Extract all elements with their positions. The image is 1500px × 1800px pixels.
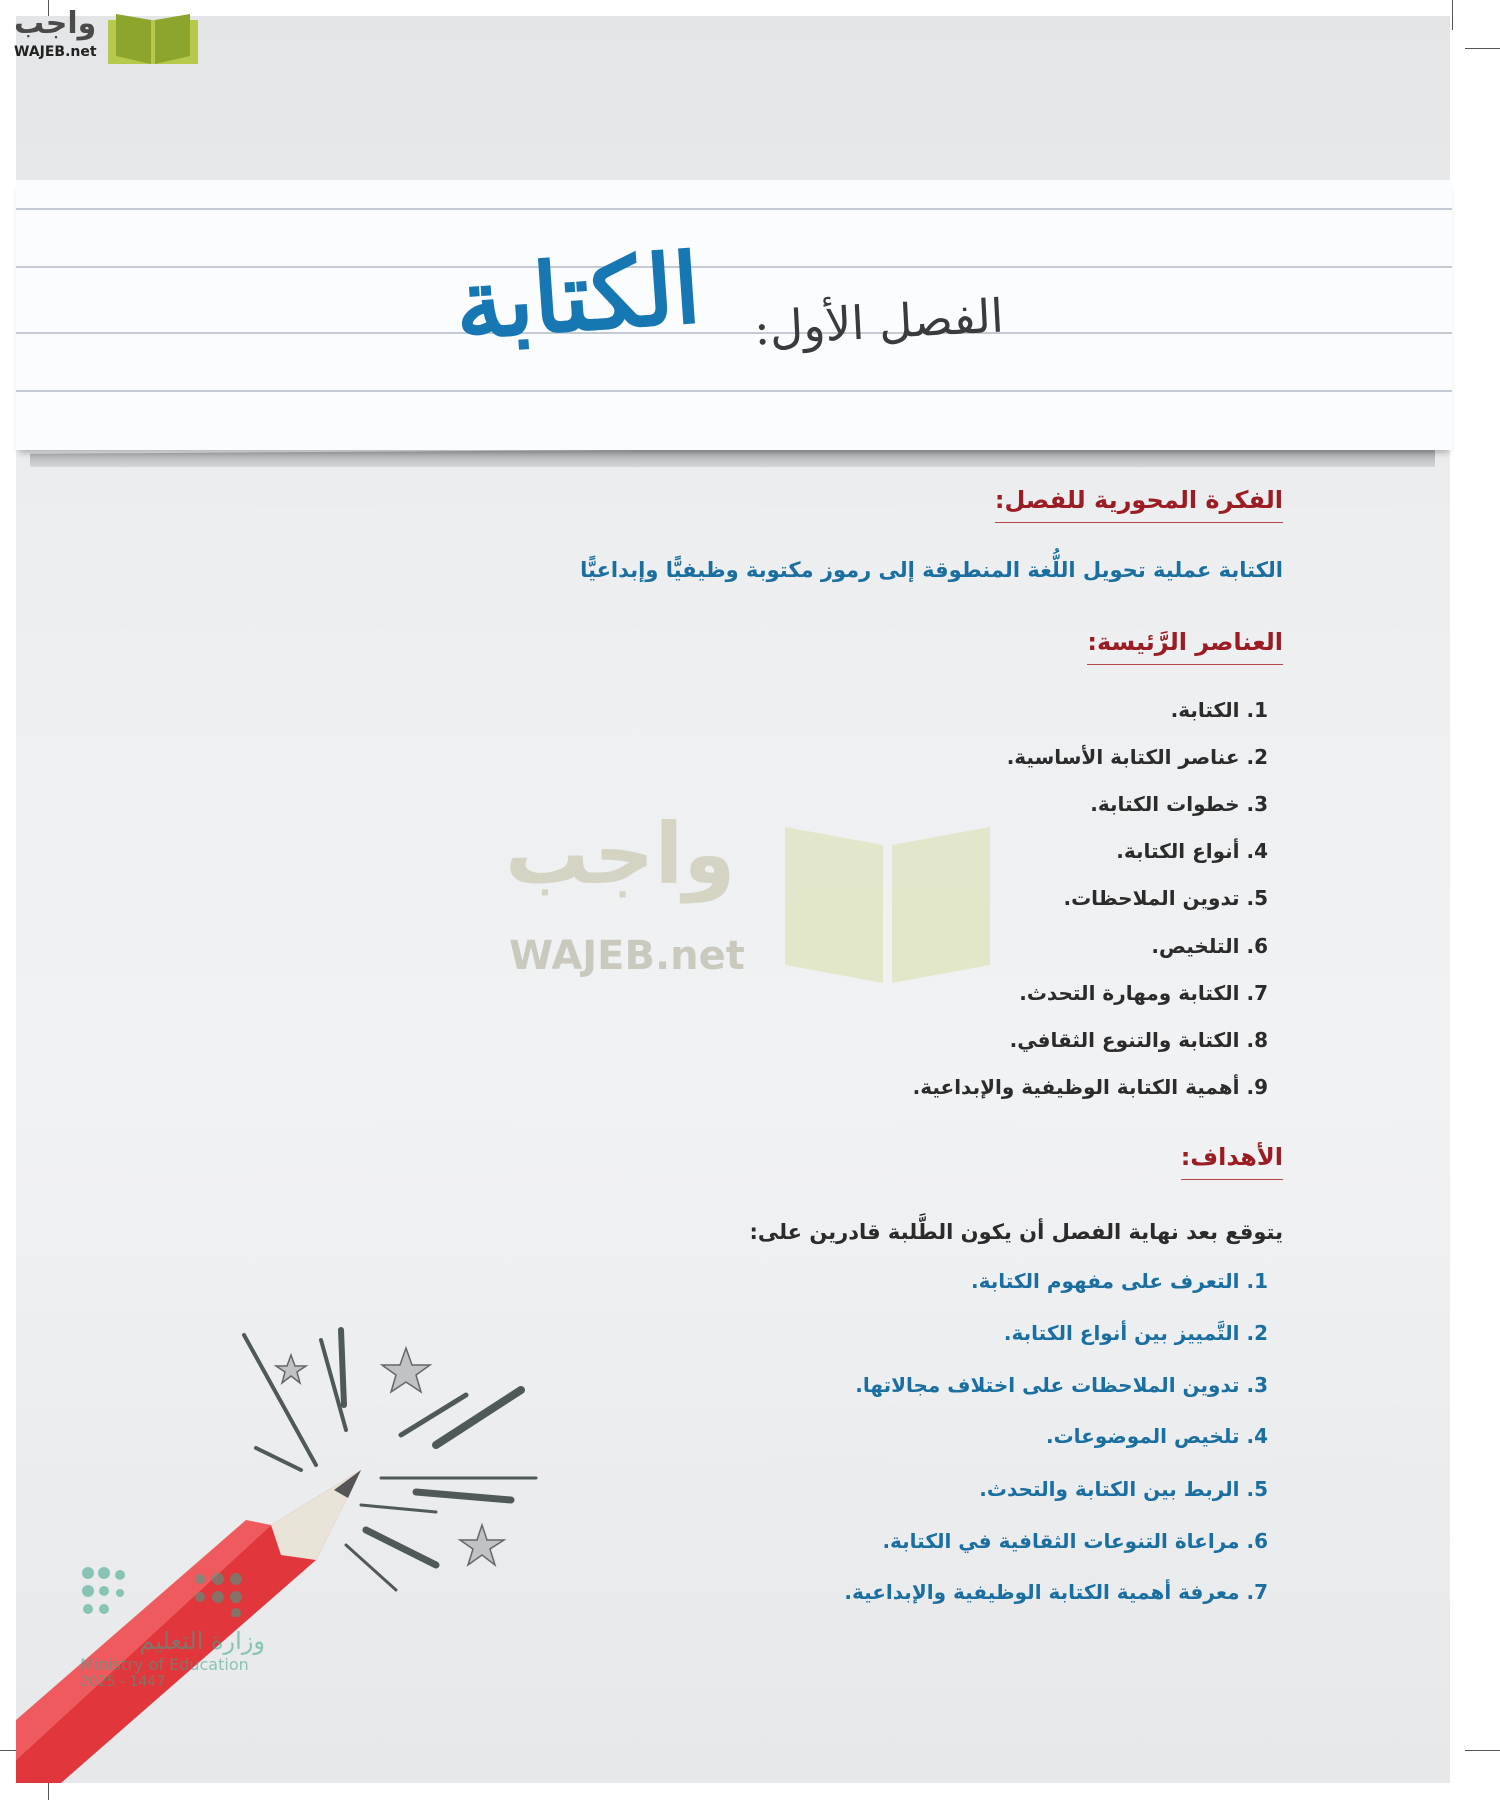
list-item: 2. عناصر الكتابة الأساسية. bbox=[1006, 745, 1268, 769]
core-idea-heading: الفكرة المحورية للفصل: bbox=[995, 486, 1283, 523]
ministry-year: 2025 - 1447 bbox=[80, 1674, 166, 1690]
wajeb-logo bbox=[10, 6, 190, 66]
ministry-logo bbox=[80, 1565, 270, 1725]
goal-item: 5. الربط بين الكتابة والتحدث. bbox=[979, 1477, 1268, 1501]
watermark-latin: WAJEB.net bbox=[509, 933, 745, 979]
goals-intro: يتوقع بعد نهاية الفصل أن يكون الطَّلبة قادرين على: bbox=[749, 1220, 1283, 1244]
ministry-english: Ministry of Education bbox=[80, 1655, 249, 1674]
book-icon bbox=[775, 815, 1000, 985]
crop-mark bbox=[1465, 48, 1500, 49]
logo-arabic: واجب bbox=[14, 6, 97, 41]
elements-heading: العناصر الرَّئيسة: bbox=[1087, 628, 1283, 665]
list-item: 9. أهمية الكتابة الوظيفية والإبداعية. bbox=[912, 1075, 1268, 1099]
ministry-arabic: وزارة التعليم bbox=[139, 1627, 265, 1655]
list-item: 4. أنواع الكتابة. bbox=[1116, 839, 1268, 863]
goal-item: 6. مراعاة التنوعات الثقافية في الكتابة. bbox=[882, 1529, 1268, 1553]
book-icon bbox=[108, 6, 198, 66]
list-item: 6. التلخيص. bbox=[1151, 934, 1268, 958]
list-item: 1. الكتابة. bbox=[1170, 698, 1268, 722]
crop-mark bbox=[1452, 0, 1453, 30]
goal-item: 3. تدوين الملاحظات على اختلاف مجالاتها. bbox=[855, 1373, 1268, 1397]
list-item: 3. خطوات الكتابة. bbox=[1090, 792, 1268, 816]
goal-item: 1. التعرف على مفهوم الكتابة. bbox=[970, 1269, 1268, 1293]
watermark-arabic: واجب bbox=[505, 805, 736, 903]
title-band bbox=[16, 180, 1452, 450]
crop-mark bbox=[1465, 1750, 1500, 1751]
list-item: 7. الكتابة ومهارة التحدث. bbox=[1019, 981, 1268, 1005]
goal-item: 4. تلخيص الموضوعات. bbox=[1045, 1424, 1268, 1448]
watermark bbox=[505, 805, 1005, 985]
chapter-title: الكتابة bbox=[451, 231, 704, 362]
list-item: 8. الكتابة والتنوع الثقافي. bbox=[1009, 1028, 1268, 1052]
goal-item: 7. معرفة أهمية الكتابة الوظيفية والإبداعية. bbox=[844, 1580, 1268, 1604]
logo-latin: WAJEB.net bbox=[14, 44, 97, 60]
core-idea-text: الكتابة عملية تحويل اللُّغة المنطوقة إلى رموز مكتوبة وظيفيًّا وإبداعيًّا bbox=[580, 558, 1283, 582]
goal-item: 2. التَّمييز بين أنواع الكتابة. bbox=[1003, 1321, 1268, 1345]
ministry-dots-icon bbox=[80, 1565, 250, 1617]
list-item: 5. تدوين الملاحظات. bbox=[1063, 886, 1268, 910]
goals-heading: الأهداف: bbox=[1181, 1143, 1283, 1180]
chapter-label: الفصل الأول: bbox=[753, 288, 1006, 356]
